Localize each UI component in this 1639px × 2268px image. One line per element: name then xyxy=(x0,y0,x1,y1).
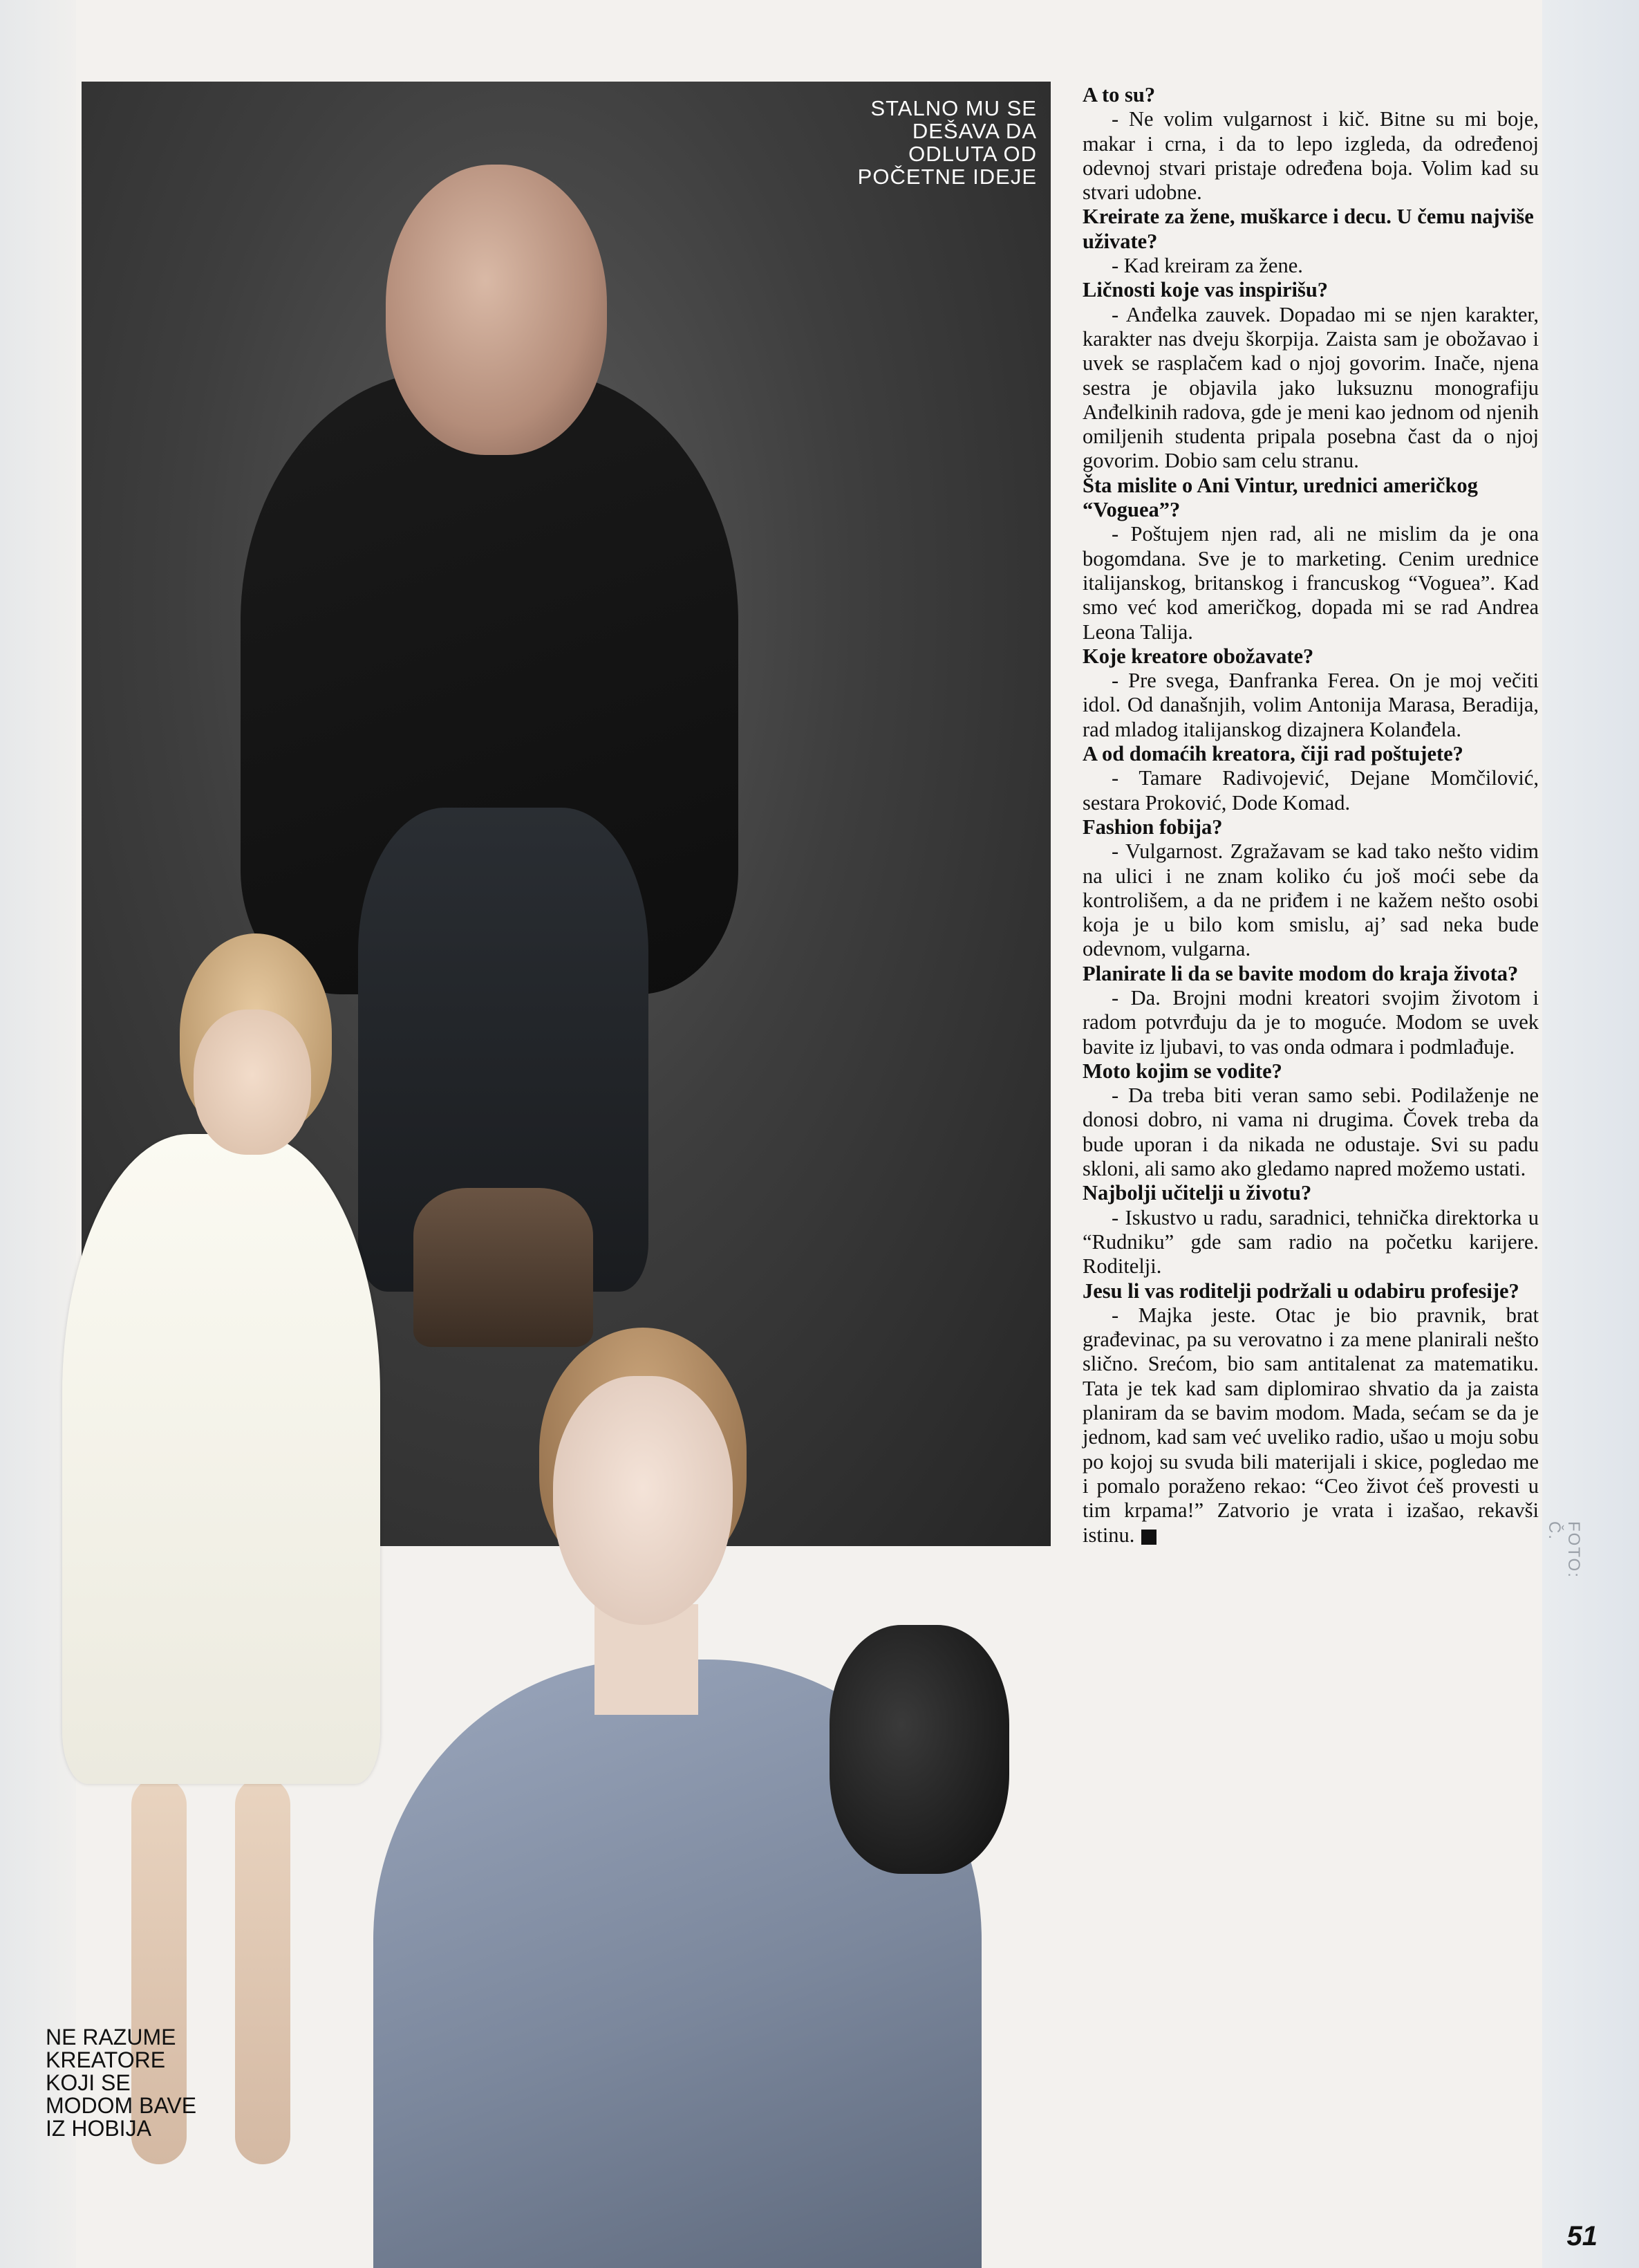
interview-question: Šta mislite o Ani Vintur, urednici američkog “Voguea”? xyxy=(1083,473,1478,522)
interview-answer-text: - Poštujem njen rad, ali ne mislim da je ona bogomdana. Sve je to marketing. Cenim urednice italijanskog, britanskog i francuskog “Voguea”. Kad smo već kod američkog, dopada mi se rad Andrea Leona Talija. xyxy=(1083,522,1539,644)
black-bow xyxy=(830,1625,1009,1874)
end-of-article-mark xyxy=(1141,1530,1156,1545)
interview-question: Ličnosti koje vas inspirišu? xyxy=(1083,278,1329,302)
photo-credit: FOTO: Č. xyxy=(1545,1521,1583,1579)
interview-answer xyxy=(1083,839,1539,961)
interview-answer-text: - Iskustvo u radu, saradnici, tehnička direktorka u “Rudniku” gde sam radio na početku karijere. Roditelji. xyxy=(1083,1205,1539,1279)
interview-answer-text: - Pre svega, Đanfranka Ferea. On je moj večiti idol. Od današnjih, volim Antonija Marasa, Beradija, rad mladog italijanskog dizajnera Kolanđela. xyxy=(1083,669,1539,741)
interview-question: Fashion fobija? xyxy=(1083,815,1223,839)
interview-answer xyxy=(1083,669,1539,742)
interview-question: Kreirate za žene, muškarce i decu. U čemu najviše uživate? xyxy=(1083,205,1534,253)
interview-question: Moto kojim se vodite? xyxy=(1083,1059,1282,1083)
interview-answer xyxy=(1083,766,1539,815)
interview-question: Najbolji učitelji u životu? xyxy=(1083,1181,1312,1205)
interview-answer-text: - Anđelka zauvek. Dopadao mi se njen karakter, karakter nas dveju škorpija. Zaista sam je obožavao i uvek se rasplačem kad o njoj govorim. Inače, njena sestra je objavila jako luksuznu monografiju Anđelkinih radova, gde je meni kao jednom od njenih omiljenih studenta pripala posebna čast da o njoj govorim. Dobio sam celu stranu. xyxy=(1083,302,1539,473)
background-right xyxy=(1542,0,1639,2268)
interview-question: A od domaćih kreatora, čiji rad poštujete? xyxy=(1083,742,1463,766)
page-number: 51 xyxy=(1566,2221,1598,2251)
interview-question: Koje kreatore obožavate? xyxy=(1083,644,1314,668)
model-face xyxy=(194,1010,311,1155)
interview-answer xyxy=(1083,1206,1539,1279)
interview-answer-text: - Da treba biti veran samo sebi. Podilaženje ne donosi dobro, ni vama ni drugima. Čovek treba da bude uporan i da nikada ne odustaje. Svi su padu skloni, ali samo ako gledamo napred možemo ustati. xyxy=(1083,1084,1539,1181)
interview-answer-text: - Vulgarnost. Zgražavam se kad tako nešto vidim na ulici i ne znam koliko ću još moći sebe da kontrolišem, a da ne priđem i ne kažem nešto osobi koja je u bilo kom smislu, aj’ sad neka bude odevnom, vulgarna. xyxy=(1083,839,1539,961)
interview-answer-text: - Kad kreiram za žene. xyxy=(1112,254,1303,278)
interview-question: Jesu li vas roditelji podržali u odabiru profesije? xyxy=(1083,1279,1519,1303)
interview-answer-text: - Tamare Radivojević, Dejane Momčilović, sestara Proković, Dode Komad. xyxy=(1083,766,1539,815)
model-leg xyxy=(235,1777,290,2164)
interview-answer xyxy=(1083,986,1539,1059)
model-face xyxy=(553,1376,733,1625)
photo-caption-top: STALNO MU SE DEŠAVA DA ODLUTA OD POČETNE IDEJE xyxy=(857,96,1037,189)
interview-answer xyxy=(1083,522,1539,644)
interview-answer-text: - Majka jeste. Otac je bio pravnik, brat građevinac, pa su verovatno i za mene planirali nešto slično. Srećom, bio sam antitalenat za matematiku. Tata je tek kad sam diplomirao shvatio da ja zaista planiram da se bavim modom. Mada, sećam se da je jednom, kad sam već uveliko radio, ušao u moju sobu po kojoj su svuda bili materijali i skice, pogledao me i pomalo poraženo rekao: “Ceo život ćeš provesti u tim krpama!” Zatvorio je vrata i izašao, rekavši istinu. xyxy=(1083,1303,1539,1547)
photo-caption-bottom: NE RAZUME KREATORE KOJI SE MODOM BAVE IZ HOBIJA xyxy=(46,2025,197,2141)
interview-answer-text: - Ne volim vulgarnost i kič. Bitne su mi boje, makar i crna, i da to lepo izgleda, da određenoj odevnoj stvari pristaje određena boja. Volim kad su stvari udobne. xyxy=(1083,107,1539,205)
interview-text xyxy=(1083,83,1539,1547)
interview-question: A to su? xyxy=(1083,83,1156,106)
interview-answer xyxy=(1083,1084,1539,1181)
interview-answer xyxy=(1083,1303,1539,1547)
interview-answer-text: - Da. Brojni modni kreatori svojim životom i radom potvrđuju da je to moguće. Modom se uvek bavite iz ljubavi, to vas onda odmara i podmlađuje. xyxy=(1083,985,1539,1059)
interview-answer xyxy=(1083,107,1539,205)
interview-answer xyxy=(1083,254,1539,278)
interview-question: Planirate li da se bavite modom do kraja života? xyxy=(1083,961,1519,985)
portrait-head xyxy=(386,165,607,455)
interview-answer xyxy=(1083,303,1539,474)
grey-dress-model-photo xyxy=(290,1300,1058,2268)
